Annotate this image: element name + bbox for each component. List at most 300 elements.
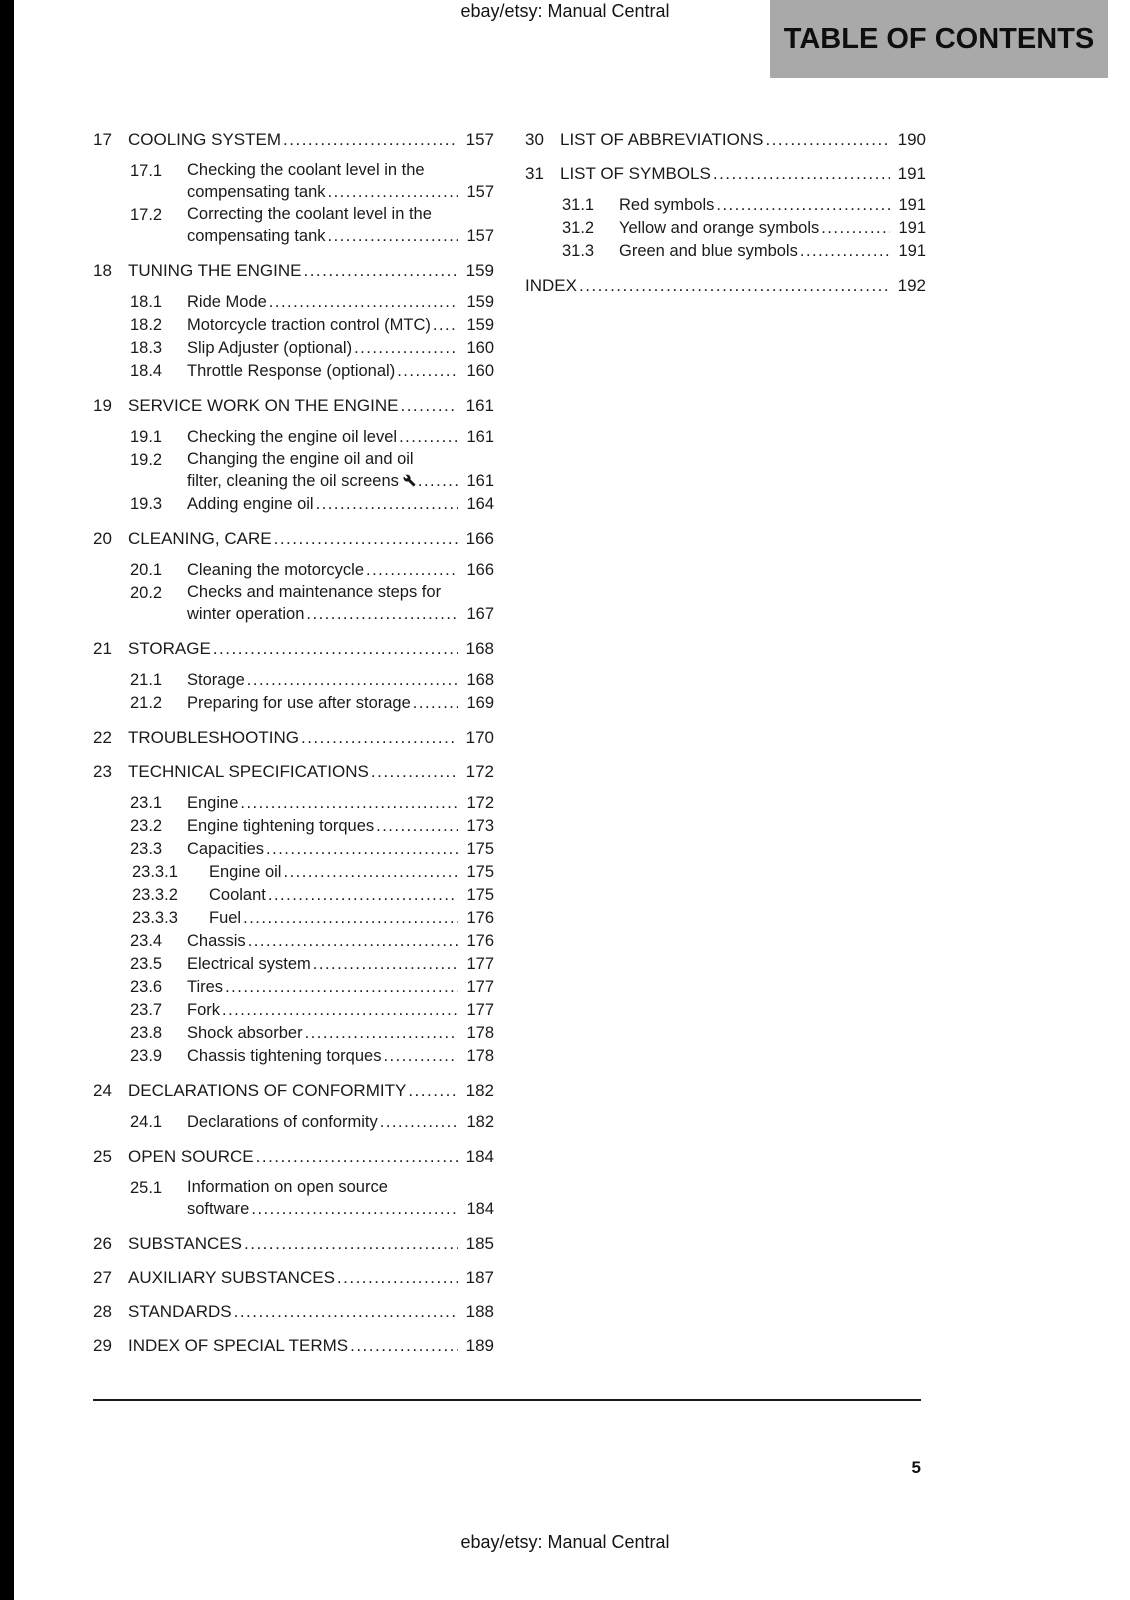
entry-title: Shock absorber	[187, 1024, 303, 1042]
entry-last-line	[187, 1198, 494, 1221]
entry-last-line	[187, 953, 494, 976]
entry-title: INDEX OF SPECIAL TERMS	[128, 1336, 349, 1355]
entry-page-number: 175	[466, 840, 494, 858]
toc-section-children	[93, 1111, 494, 1134]
entry-last-line	[128, 394, 494, 417]
entry-title: TECHNICAL SPECIFICATIONS	[128, 762, 369, 781]
entry-page-number: 159	[465, 261, 494, 280]
entry-title: Slip Adjuster (optional)	[187, 339, 353, 357]
dot-leader	[380, 1111, 458, 1134]
entry-last-line	[187, 181, 494, 204]
entry-last-line	[187, 792, 494, 815]
entry-last-line	[560, 128, 926, 151]
entry-page-number: 160	[466, 362, 494, 380]
dot-leader	[306, 603, 458, 626]
entry-body	[128, 1079, 494, 1102]
entry-page-number: 184	[465, 1147, 494, 1166]
entry-title: Chassis	[187, 932, 246, 950]
table-of-contents-header-box	[770, 0, 1108, 78]
toc-subsection-row	[93, 360, 494, 383]
toc-section-row	[93, 128, 494, 151]
toc-subsection-row	[93, 1022, 494, 1045]
entry-title-line: Correcting the coolant level in the	[187, 205, 432, 223]
dot-leader	[313, 953, 458, 976]
entry-number: 20	[93, 529, 112, 548]
entry-title: Coolant	[209, 886, 266, 904]
toc-subsection-row	[525, 194, 926, 217]
toc-section	[525, 274, 926, 297]
toc-section-row	[525, 162, 926, 185]
entry-title: Electrical system	[187, 955, 311, 973]
entry-number: 24.1	[130, 1113, 163, 1131]
entry-last-line	[187, 426, 494, 449]
toc-subsection-row	[93, 907, 494, 930]
entry-last-line	[187, 470, 494, 493]
entry-body	[187, 838, 494, 861]
entry-page-number: 172	[465, 762, 494, 781]
toc-section	[93, 1079, 494, 1134]
entry-title: Storage	[187, 671, 245, 689]
toc-subsection-row	[93, 493, 494, 516]
entry-page-number: 175	[466, 863, 494, 881]
header-watermark: ebay/etsy: Manual Central	[460, 1, 670, 21]
entry-page-number: 187	[465, 1268, 494, 1287]
toc-subsection-row	[93, 160, 494, 204]
entry-body	[187, 692, 494, 715]
entry-body	[128, 1145, 494, 1168]
entry-title-line: Checking the coolant level in the	[187, 161, 425, 179]
entry-last-line	[187, 314, 494, 337]
entry-last-line	[128, 1300, 494, 1323]
entry-body	[209, 884, 494, 907]
entry-number: 18.4	[130, 362, 163, 380]
entry-title: SUBSTANCES	[128, 1234, 242, 1253]
entry-number: 23.5	[130, 955, 163, 973]
entry-body	[187, 160, 494, 204]
entry-page-number: 166	[465, 529, 494, 548]
entry-last-line	[128, 259, 494, 282]
entry-body	[187, 999, 494, 1022]
dot-leader	[579, 274, 890, 297]
entry-page-number: 189	[465, 1336, 494, 1355]
entry-page-number: 177	[466, 978, 494, 996]
dot-leader	[713, 162, 890, 185]
toc-section-children	[93, 291, 494, 383]
dot-leader	[765, 128, 890, 151]
entry-body	[128, 760, 494, 783]
dot-leader	[337, 1266, 458, 1289]
entry-number: 23.6	[130, 978, 163, 996]
entry-body	[187, 426, 494, 449]
entry-last-line	[128, 1334, 494, 1357]
entry-page-number: 168	[465, 639, 494, 658]
entry-body	[187, 291, 494, 314]
toc-subsection-row	[525, 240, 926, 263]
dot-leader	[269, 291, 458, 314]
dot-leader	[400, 394, 458, 417]
entry-page-number: 188	[465, 1302, 494, 1321]
entry-number: 29	[93, 1336, 112, 1355]
entry-title: DECLARATIONS OF CONFORMITY	[128, 1081, 407, 1100]
toc-section	[93, 128, 494, 248]
entry-last-line	[187, 930, 494, 953]
entry-title: Engine oil	[209, 863, 282, 881]
entry-page-number: 157	[466, 183, 494, 201]
entry-body	[619, 194, 926, 217]
entry-title: compensating tank	[187, 183, 326, 201]
dot-leader	[283, 861, 458, 884]
page-number: 5	[911, 1458, 921, 1477]
entry-number: 23.9	[130, 1047, 163, 1065]
entry-page-number: 191	[897, 164, 926, 183]
entry-number: 18	[93, 261, 112, 280]
entry-last-line	[187, 360, 494, 383]
toc-section	[93, 760, 494, 1068]
entry-number: 19.1	[130, 428, 163, 446]
entry-body	[187, 1177, 494, 1221]
entry-page-number: 177	[466, 1001, 494, 1019]
entry-number: 23.4	[130, 932, 163, 950]
dot-leader	[243, 907, 458, 930]
entry-last-line	[619, 217, 926, 240]
entry-body	[128, 1300, 494, 1323]
entry-number: 23.2	[130, 817, 163, 835]
entry-body	[187, 953, 494, 976]
entry-title: SERVICE WORK ON THE ENGINE	[128, 396, 399, 415]
entry-last-line	[128, 637, 494, 660]
entry-body	[560, 128, 926, 151]
entry-page-number: 172	[466, 794, 494, 812]
entry-title: software	[187, 1200, 250, 1218]
dot-leader	[383, 1045, 458, 1068]
entry-title-line: Checks and maintenance steps for	[187, 583, 442, 601]
toc-section	[93, 259, 494, 383]
entry-title: OPEN SOURCE	[128, 1147, 254, 1166]
entry-number: 18.1	[130, 293, 163, 311]
entry-title: Engine tightening torques	[187, 817, 375, 835]
entry-last-line	[209, 861, 494, 884]
dot-leader	[821, 217, 890, 240]
entry-number: 25.1	[130, 1179, 163, 1197]
toc-section-row	[93, 1266, 494, 1289]
entry-title: CLEANING, CARE	[128, 529, 272, 548]
entry-number: 25	[93, 1147, 112, 1166]
entry-body	[187, 930, 494, 953]
entry-last-line	[187, 559, 494, 582]
toc-subsection-row	[93, 314, 494, 337]
left-edge-bar	[0, 0, 14, 1600]
toc-subsection-row	[93, 669, 494, 692]
toc-left-column	[93, 128, 494, 1357]
dot-leader	[301, 726, 458, 749]
entry-title: Preparing for use after storage	[187, 694, 411, 712]
entry-number: 23.1	[130, 794, 163, 812]
toc-section	[93, 1145, 494, 1221]
entry-number: 26	[93, 1234, 112, 1253]
entry-title: TUNING THE ENGINE	[128, 261, 302, 280]
entry-last-line	[128, 527, 494, 550]
entry-last-line	[187, 838, 494, 861]
entry-last-line	[187, 337, 494, 360]
entry-body	[619, 217, 926, 240]
entry-body	[128, 527, 494, 550]
dot-leader	[305, 1022, 458, 1045]
toc-section-row	[93, 760, 494, 783]
dot-leader	[397, 360, 458, 383]
toc-subsection-row	[93, 449, 494, 493]
entry-last-line	[187, 493, 494, 516]
entry-title-line: Changing the engine oil and oil	[187, 450, 414, 468]
entry-number: 20.2	[130, 584, 163, 602]
toc-subsection-row	[93, 976, 494, 999]
toc-section-children	[93, 1177, 494, 1221]
entry-body	[209, 861, 494, 884]
entry-page-number: 191	[898, 196, 926, 214]
toc-section-row	[525, 128, 926, 151]
entry-title: COOLING SYSTEM	[128, 130, 282, 149]
entry-body	[128, 259, 494, 282]
entry-page-number: 161	[465, 396, 494, 415]
entry-last-line	[187, 692, 494, 715]
entry-last-line	[619, 240, 926, 263]
entry-number: 18.2	[130, 316, 163, 334]
entry-page-number: 160	[466, 339, 494, 357]
dot-leader	[418, 470, 458, 493]
dot-leader	[274, 527, 458, 550]
toc-subsection-row	[93, 999, 494, 1022]
entry-body	[187, 493, 494, 516]
toc-subsection-row	[93, 692, 494, 715]
entry-title: Motorcycle traction control (MTC)	[187, 316, 431, 334]
entry-last-line	[187, 999, 494, 1022]
entry-body	[187, 314, 494, 337]
dot-leader	[268, 884, 458, 907]
entry-last-line	[525, 274, 926, 297]
toc-section-row	[93, 637, 494, 660]
toc-section-row	[93, 394, 494, 417]
toc-subsection-row	[93, 559, 494, 582]
entry-body	[128, 1334, 494, 1357]
entry-page-number: 190	[897, 130, 926, 149]
entry-title: STORAGE	[128, 639, 211, 658]
entry-number: 19.3	[130, 495, 163, 513]
entry-page-number: 159	[466, 316, 494, 334]
entry-body	[128, 394, 494, 417]
entry-last-line	[128, 1232, 494, 1255]
toc-subsection-row	[93, 1111, 494, 1134]
toc-subsection-row	[93, 204, 494, 248]
entry-page-number: 169	[466, 694, 494, 712]
toc-section-children	[93, 160, 494, 248]
toc-right-column	[525, 128, 926, 1357]
entry-body	[187, 337, 494, 360]
toc-section	[525, 128, 926, 151]
entry-body	[187, 976, 494, 999]
entry-body	[187, 1111, 494, 1134]
entry-page-number: 167	[466, 605, 494, 623]
entry-title: LIST OF SYMBOLS	[560, 164, 711, 183]
entry-body	[187, 204, 494, 248]
toc-section-children	[93, 669, 494, 715]
entry-body	[187, 449, 494, 493]
entry-number: 23.3	[130, 840, 163, 858]
toc-section	[93, 394, 494, 516]
toc-section	[93, 527, 494, 626]
toc-subsection-row	[93, 337, 494, 360]
entry-page-number: 161	[466, 472, 494, 490]
entry-last-line	[128, 1079, 494, 1102]
entry-title: Tires	[187, 978, 224, 996]
entry-number: 22	[93, 728, 112, 747]
entry-title: filter, cleaning the oil screens	[187, 472, 399, 490]
toc-subsection-row	[93, 838, 494, 861]
dot-leader	[328, 181, 458, 204]
entry-page-number: 157	[465, 130, 494, 149]
toc-section-children	[93, 559, 494, 626]
entry-number: 17	[93, 130, 112, 149]
entry-last-line	[187, 1045, 494, 1068]
entry-last-line	[128, 726, 494, 749]
dot-leader	[234, 1300, 458, 1323]
toc-section-row	[93, 726, 494, 749]
entry-number: 21.2	[130, 694, 163, 712]
entry-last-line	[187, 1111, 494, 1134]
entry-number: 17.2	[130, 206, 163, 224]
entry-body	[187, 360, 494, 383]
entry-last-line	[187, 976, 494, 999]
entry-page-number: 166	[466, 561, 494, 579]
entry-title: winter operation	[187, 605, 305, 623]
entry-number: 31.3	[562, 242, 595, 260]
entry-last-line	[209, 884, 494, 907]
entry-title: Cleaning the motorcycle	[187, 561, 365, 579]
toc-section-children	[93, 792, 494, 1068]
toc-section-row	[93, 1232, 494, 1255]
entry-body	[128, 1266, 494, 1289]
dot-leader	[354, 337, 458, 360]
entry-body	[187, 669, 494, 692]
entry-page-number: 176	[466, 932, 494, 950]
entry-number: 31.2	[562, 219, 595, 237]
entry-title: LIST OF ABBREVIATIONS	[560, 130, 764, 149]
dot-leader	[408, 1079, 458, 1102]
entry-last-line	[560, 162, 926, 185]
dot-leader	[328, 225, 458, 248]
entry-number: 27	[93, 1268, 112, 1287]
entry-number: 23	[93, 762, 112, 781]
dot-leader	[266, 838, 458, 861]
toc-subsection-row	[93, 582, 494, 626]
entry-number: 23.8	[130, 1024, 163, 1042]
entry-page-number: 191	[898, 219, 926, 237]
dot-leader	[350, 1334, 458, 1357]
entry-body	[187, 1045, 494, 1068]
dot-leader	[433, 314, 458, 337]
entry-last-line	[209, 907, 494, 930]
entry-page-number: 161	[466, 428, 494, 446]
entry-title: compensating tank	[187, 227, 326, 245]
entry-title: Throttle Response (optional)	[187, 362, 396, 380]
toc-section-row	[93, 1300, 494, 1323]
toc-section	[93, 637, 494, 715]
toc-subsection-row	[93, 792, 494, 815]
entry-page-number: 177	[466, 955, 494, 973]
entry-page-number: 175	[466, 886, 494, 904]
entry-page-number: 168	[466, 671, 494, 689]
entry-title: Fuel	[209, 909, 242, 927]
entry-page-number: 176	[466, 909, 494, 927]
entry-body	[128, 637, 494, 660]
entry-body	[128, 1232, 494, 1255]
toc-subsection-row	[93, 815, 494, 838]
footer-watermark: ebay/etsy: Manual Central	[460, 1532, 670, 1552]
dot-leader	[256, 1145, 458, 1168]
dot-leader	[240, 792, 458, 815]
dot-leader	[303, 259, 458, 282]
toc-section-row	[93, 527, 494, 550]
toc-section-row	[93, 1334, 494, 1357]
toc-section	[93, 1232, 494, 1255]
toc-subsection-row	[93, 1045, 494, 1068]
entry-page-number: 173	[466, 817, 494, 835]
entry-page-number: 178	[466, 1024, 494, 1042]
entry-number: 30	[525, 130, 544, 149]
entry-body	[128, 128, 494, 151]
entry-title: Yellow and orange symbols	[619, 219, 820, 237]
toc-section-row	[525, 274, 926, 297]
entry-title: Red symbols	[619, 196, 715, 214]
entry-title: STANDARDS	[128, 1302, 232, 1321]
entry-body	[525, 274, 926, 297]
entry-title: Chassis tightening torques	[187, 1047, 382, 1065]
entry-number: 23.7	[130, 1001, 163, 1019]
entry-title: Adding engine oil	[187, 495, 314, 513]
dot-leader	[371, 760, 458, 783]
entry-last-line	[187, 815, 494, 838]
entry-number: 28	[93, 1302, 112, 1321]
entry-number: 21.1	[130, 671, 163, 689]
toc-subsection-row	[93, 884, 494, 907]
entry-body	[187, 582, 494, 626]
entry-last-line	[187, 1022, 494, 1045]
toc-section	[93, 1300, 494, 1323]
toc-section-row	[93, 259, 494, 282]
dot-leader	[376, 815, 458, 838]
entry-body	[619, 240, 926, 263]
entry-last-line	[128, 1145, 494, 1168]
toc-subsection-row	[93, 930, 494, 953]
dot-leader	[283, 128, 458, 151]
entry-body	[560, 162, 926, 185]
dot-leader	[248, 930, 458, 953]
entry-last-line	[187, 669, 494, 692]
entry-number: 19	[93, 396, 112, 415]
entry-body	[187, 559, 494, 582]
dot-leader	[413, 692, 458, 715]
toc-section	[93, 1334, 494, 1357]
dot-leader	[222, 999, 458, 1022]
entry-title: Checking the engine oil level	[187, 428, 398, 446]
entry-page-number: 192	[897, 276, 926, 295]
entry-title: AUXILIARY SUBSTANCES	[128, 1268, 335, 1287]
entry-body	[187, 1022, 494, 1045]
dot-leader	[251, 1198, 458, 1221]
entry-title-line: Information on open source	[187, 1178, 388, 1196]
toc-container	[93, 128, 926, 1357]
entry-title: Fork	[187, 1001, 220, 1019]
entry-page-number: 178	[466, 1047, 494, 1065]
entry-last-line	[619, 194, 926, 217]
